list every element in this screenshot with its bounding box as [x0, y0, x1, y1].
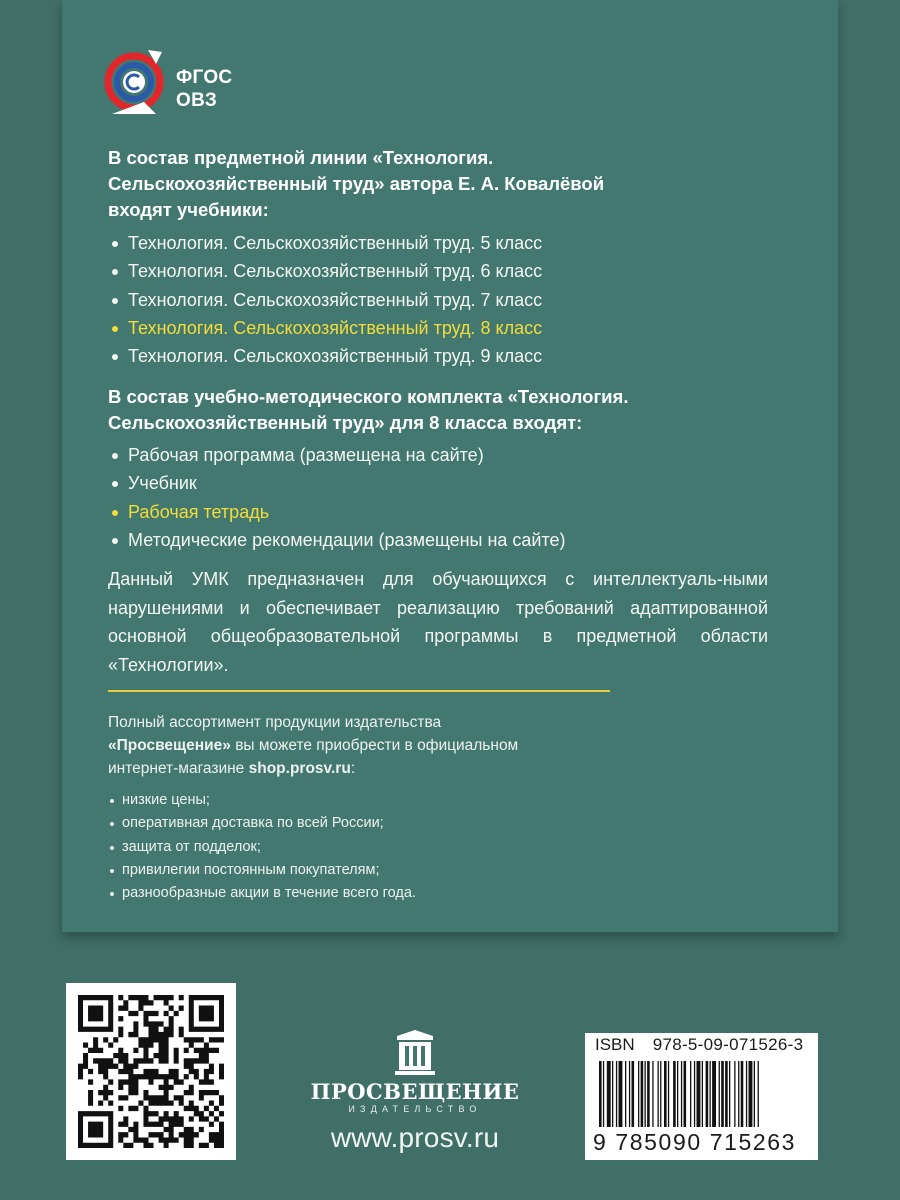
logo-line-2: ОВЗ	[176, 90, 218, 111]
divider	[108, 690, 610, 692]
publisher-name: ПРОСВЕЩЕНИЕ	[310, 1079, 520, 1104]
barcode-icon	[599, 1061, 804, 1129]
fgos-emblem-icon	[104, 44, 170, 124]
shop-site-link[interactable]: shop.prosv.ru	[248, 760, 351, 777]
list-item-highlighted: Технология. Сельскохозяйственный труд. 8 класс	[108, 314, 542, 342]
list-item: Технология. Сельскохозяйственный труд. 7 класс	[108, 286, 542, 314]
list-item: привилегии постоянным покупателям;	[108, 859, 416, 882]
heading-line: входят учебники:	[108, 199, 269, 220]
isbn-label: ISBN	[595, 1035, 635, 1054]
description-paragraph: Данный УМК предназначен для обучающихся с интеллектуаль-ными нарушениями и обеспечивает реализацию требований адаптированной основной общеобразовательной программы в предметной области «Технологии».	[108, 569, 768, 675]
list-item: разнообразные акции в течение всего года.	[108, 882, 416, 905]
list-item: Технология. Сельскохозяйственный труд. 9 класс	[108, 342, 542, 370]
shop-line-1: Полный ассортимент продукции издательства	[108, 714, 442, 731]
textbook-list	[108, 229, 542, 370]
list-item-highlighted: Рабочая тетрадь	[108, 498, 566, 526]
heading-line: В состав предметной линии «Технология.	[108, 147, 494, 168]
list-item: Технология. Сельскохозяйственный труд. 6 класс	[108, 257, 542, 285]
list-item: Методические рекомендации (размещены на сайте)	[108, 526, 566, 554]
shop-benefits-list	[108, 789, 416, 905]
section-1-heading	[108, 145, 808, 223]
list-item: Рабочая программа (размещена на сайте)	[108, 441, 566, 469]
kit-list	[108, 441, 566, 554]
publisher-block	[290, 1030, 540, 1170]
isbn-number: 978-5-09-071526-3	[652, 1035, 804, 1054]
qr-code-icon	[78, 995, 224, 1148]
list-item: оперативная доставка по всей России;	[108, 812, 416, 835]
publisher-website[interactable]: www.prosv.ru	[330, 1122, 500, 1153]
list-item: Технология. Сельскохозяйственный труд. 5 класс	[108, 229, 542, 257]
shop-line-2	[108, 734, 728, 757]
shop-line-3-text: интернет-магазине	[108, 760, 249, 777]
shop-line-2-text: вы можете приобрести в официальном	[230, 737, 519, 754]
barcode-digits: 9 785090 715263	[593, 1129, 797, 1155]
shop-info	[108, 711, 728, 780]
heading-line: Сельскохозяйственный труд» для 8 класса входят:	[108, 412, 583, 433]
publisher-subtitle: ИЗДАТЕЛЬСТВО	[348, 1104, 482, 1114]
publisher-logo-icon	[393, 1030, 437, 1076]
shop-line-3	[108, 757, 728, 780]
isbn-line	[595, 1035, 803, 1055]
heading-line: Сельскохозяйственный труд» автора Е. А. Ковалёвой	[108, 173, 605, 194]
qr-code	[66, 983, 236, 1160]
section-2-heading	[108, 384, 808, 436]
heading-line: В состав учебно-методического комплекта «Технология.	[108, 386, 629, 407]
fgos-ovz-logo	[104, 44, 254, 124]
logo-text	[176, 66, 232, 112]
list-item: Учебник	[108, 469, 566, 497]
shop-line-3-colon: :	[350, 760, 356, 777]
list-item: низкие цены;	[108, 789, 416, 812]
logo-line-1: ФГОС	[176, 67, 233, 88]
list-item: защита от подделок;	[108, 836, 416, 859]
brand-name: «Просвещение»	[108, 737, 231, 754]
isbn-barcode	[585, 1033, 818, 1160]
